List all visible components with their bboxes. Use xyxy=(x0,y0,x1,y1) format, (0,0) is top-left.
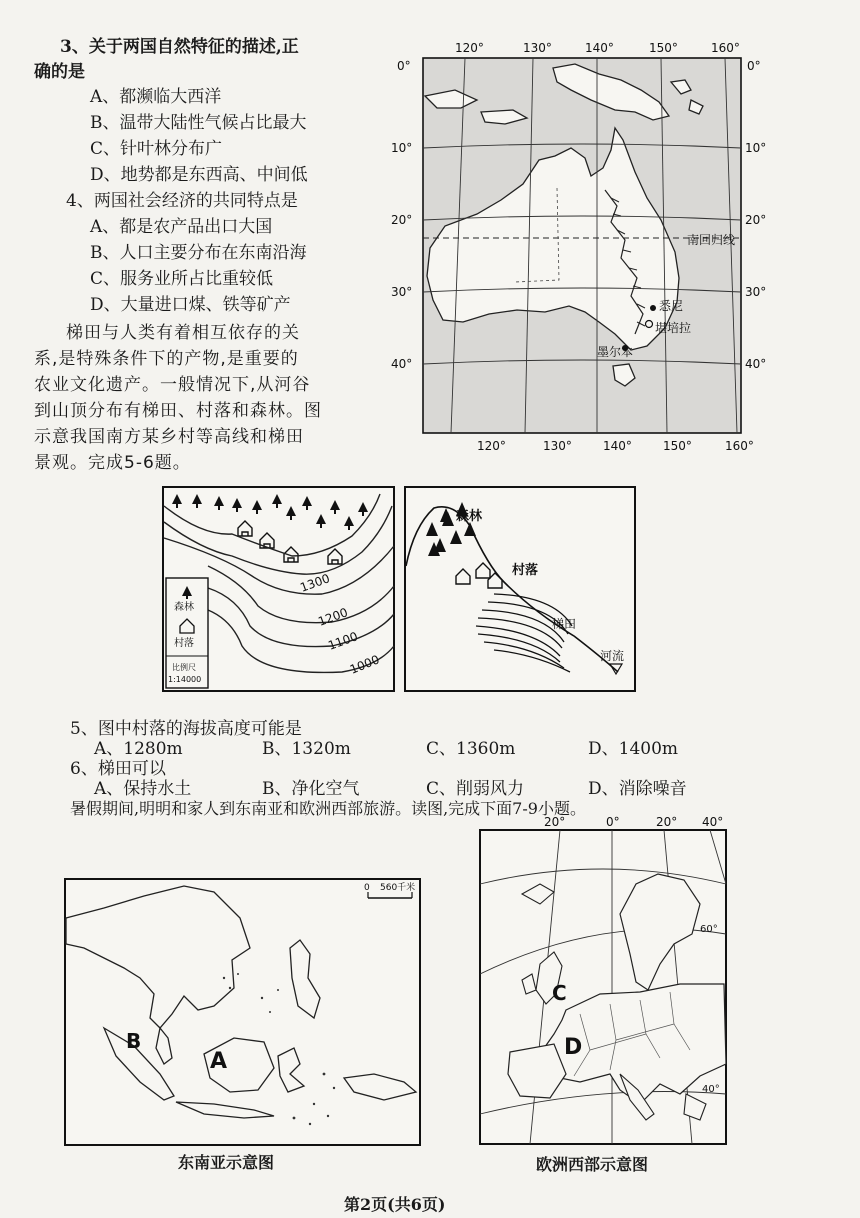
europe-lon-label-20w: 20° xyxy=(544,815,566,829)
lat-label-40-left: 40° xyxy=(391,357,413,371)
lat-label-40-right: 40° xyxy=(745,357,767,371)
lon-label-150-top: 150° xyxy=(649,41,678,55)
europe-lon-label-20e: 20° xyxy=(656,815,678,829)
q4-stem: 4、两国社会经济的共同特点是 xyxy=(66,191,298,211)
contour-label-1200: 1200 xyxy=(316,605,350,629)
q3-option-d[interactable]: D、地势都是东西高、中间低 xyxy=(90,165,308,185)
canberra-label: 堪培拉 xyxy=(655,321,692,335)
sea-scale-label: 560千米 xyxy=(380,883,416,893)
q4-option-d[interactable]: D、大量进口煤、铁等矿产 xyxy=(90,295,291,315)
contour-label-1100: 1100 xyxy=(326,629,360,653)
legend-scale-title: 比例尺 xyxy=(172,663,196,672)
q5-option-a[interactable]: A、1280m xyxy=(94,739,183,759)
terrace-map xyxy=(404,486,636,692)
melbourne-label: 墨尔本 xyxy=(597,345,634,359)
europe-lat-label-60: 60° xyxy=(700,924,718,935)
lon-label-160-top: 160° xyxy=(711,41,740,55)
australia-map xyxy=(385,30,780,460)
q3-option-c[interactable]: C、针叶林分布广 xyxy=(90,139,223,159)
q3-stem-line2: 确的是 xyxy=(34,62,85,82)
q3-stem-line1: 3、关于两国自然特征的描述,正 xyxy=(60,37,299,57)
legend-forest-label: 森林 xyxy=(174,602,194,613)
q4-option-a[interactable]: A、都是农产品出口大国 xyxy=(90,217,273,237)
lat-label-20-right: 20° xyxy=(745,213,767,227)
contour-map xyxy=(162,486,395,692)
europe-marker-d[interactable]: D xyxy=(564,1035,583,1060)
terrace-label-terraces: 梯田 xyxy=(552,617,577,631)
lon-label-130-bottom: 130° xyxy=(543,439,572,453)
q3-option-a[interactable]: A、都濒临大西洋 xyxy=(90,87,222,107)
terrace-label-forest: 森林 xyxy=(456,509,483,524)
europe-lat-label-40: 40° xyxy=(702,1084,720,1095)
tropic-label: 南回归线 xyxy=(687,233,736,247)
passage-line-5: 示意我国南方某乡村等高线和梯田 xyxy=(34,427,304,447)
europe-map-caption: 欧洲西部示意图 xyxy=(536,1155,649,1174)
lon-label-150-bottom: 150° xyxy=(663,439,692,453)
lon-label-130-top: 130° xyxy=(523,41,552,55)
q5-option-b[interactable]: B、1320m xyxy=(262,739,351,759)
contour-label-1000: 1000 xyxy=(347,652,382,677)
q4-option-c[interactable]: C、服务业所占比重较低 xyxy=(90,269,274,289)
sydney-label: 悉尼 xyxy=(659,299,684,313)
q3-option-b[interactable]: B、温带大陆性气候占比最大 xyxy=(90,113,307,133)
lon-label-120-bottom: 120° xyxy=(477,439,506,453)
lon-label-160-bottom: 160° xyxy=(725,439,754,453)
europe-lon-label-0: 0° xyxy=(606,815,620,829)
q6-option-d[interactable]: D、消除噪音 xyxy=(588,779,687,799)
lat-label-20-left: 20° xyxy=(391,213,413,227)
q6-option-b[interactable]: B、净化空气 xyxy=(262,779,360,799)
sea-marker-a[interactable]: A xyxy=(210,1049,228,1074)
contour-label-1300: 1300 xyxy=(298,571,332,595)
sydney-dot xyxy=(650,305,656,311)
lat-label-30-right: 30° xyxy=(745,285,767,299)
q4-option-b[interactable]: B、人口主要分布在东南沿海 xyxy=(90,243,307,263)
sea-scale-zero: 0 xyxy=(364,883,370,893)
q6-option-a[interactable]: A、保持水土 xyxy=(94,779,192,799)
europe-map xyxy=(470,814,740,1154)
lat-label-10-right: 10° xyxy=(745,141,767,155)
page-footer: 第2页(共6页) xyxy=(344,1195,446,1214)
q5-option-d[interactable]: D、1400m xyxy=(588,739,679,759)
southeast-asia-map xyxy=(64,878,424,1146)
passage-line-2: 系,是特殊条件下的产物,是重要的 xyxy=(34,349,299,369)
q5-stem: 5、图中村落的海拔高度可能是 xyxy=(70,719,302,739)
intro-7-9: 暑假期间,明明和家人到东南亚和欧洲西部旅游。读图,完成下面7-9小题。 xyxy=(70,799,586,818)
europe-marker-c[interactable]: C xyxy=(552,981,567,1005)
q6-option-c[interactable]: C、削弱风力 xyxy=(426,779,525,799)
passage-line-1: 梯田与人类有着相互依存的关 xyxy=(66,323,300,343)
lat-label-10-left: 10° xyxy=(391,141,413,155)
passage-line-3: 农业文化遗产。一般情况下,从河谷 xyxy=(34,375,311,395)
europe-lon-label-40e: 40° xyxy=(702,815,724,829)
legend-scale-value: 1:14000 xyxy=(168,675,202,684)
lat-label-0-left: 0° xyxy=(397,59,411,73)
terrace-label-river: 河流 xyxy=(600,649,625,663)
sea-marker-b[interactable]: B xyxy=(126,1029,142,1053)
lon-label-140-bottom: 140° xyxy=(603,439,632,453)
sea-map-caption: 东南亚示意图 xyxy=(178,1153,275,1172)
terrace-label-village: 村落 xyxy=(512,563,539,578)
lon-label-120-top: 120° xyxy=(455,41,484,55)
q6-stem: 6、梯田可以 xyxy=(70,759,166,779)
lat-label-0-right: 0° xyxy=(747,59,761,73)
legend-village-label: 村落 xyxy=(174,638,194,649)
passage-line-6: 景观。完成5-6题。 xyxy=(34,453,191,473)
q5-option-c[interactable]: C、1360m xyxy=(426,739,516,759)
passage-line-4: 到山顶分布有梯田、村落和森林。图 xyxy=(34,401,322,421)
lon-label-140-top: 140° xyxy=(585,41,614,55)
lat-label-30-left: 30° xyxy=(391,285,413,299)
